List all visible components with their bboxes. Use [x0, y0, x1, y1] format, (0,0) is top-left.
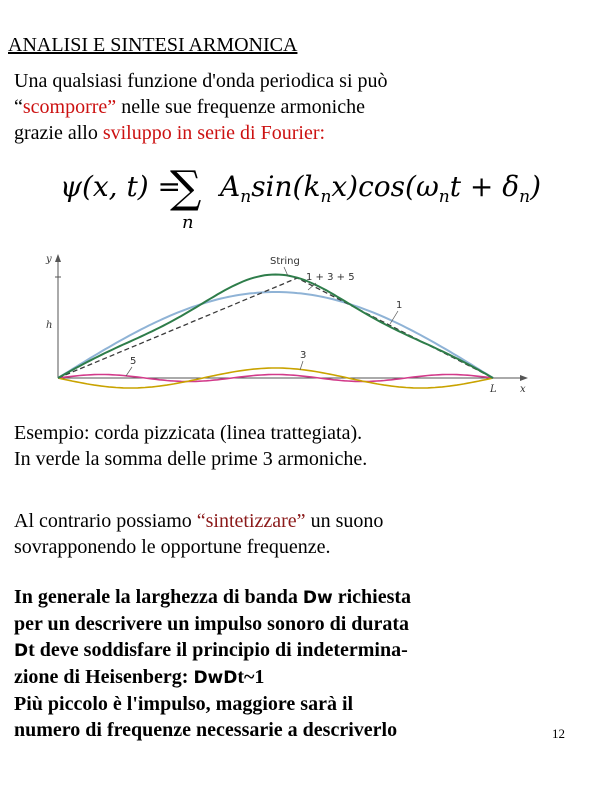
page-number: 12 [552, 726, 565, 741]
synthesis-line-1-end: un suono [305, 510, 384, 532]
general-line-3 [14, 637, 411, 664]
synthesis-paragraph [14, 508, 383, 560]
subscript-n-1: n [240, 187, 252, 207]
h5-label: 5 [130, 356, 137, 367]
general-line-1-start: In generale la larghezza di banda [14, 586, 303, 608]
general-line-5: Più piccolo è l'impulso, maggiore sarà il [14, 693, 354, 715]
formula-term [217, 170, 541, 207]
highlight-scomporre: scomporre” [22, 96, 117, 118]
harmonic-1-curve [58, 292, 493, 378]
general-line-4 [14, 664, 411, 691]
general-line-1-end: richiesta [332, 586, 412, 608]
example-paragraph [14, 420, 367, 472]
term-cos: x)cos(ω [331, 170, 439, 203]
symbol-delta: D [14, 641, 29, 661]
highlight-fourier: sviluppo in serie di Fourier: [102, 122, 326, 144]
example-line-2: In verde la somma delle prime 3 armoniche. [14, 448, 368, 470]
symbol-delta-omega: Dw [302, 588, 333, 608]
fourier-formula [60, 160, 560, 235]
string-label: String [270, 256, 300, 267]
x-axis-label: x [520, 384, 526, 395]
general-line-6: numero di frequenze necessarie a descriverlo [14, 719, 398, 741]
term-phase: t + δ [449, 170, 520, 203]
h-label: h [46, 320, 53, 331]
subscript-n-3: n [438, 187, 450, 207]
y-axis-arrow [55, 254, 61, 262]
sum-curve [58, 275, 493, 379]
harmonics-figure [38, 250, 538, 398]
h3-label: 3 [300, 350, 307, 361]
symbol-delta-omega-delta: DwD [193, 668, 238, 688]
synthesis-line-1-start: Al contrario possiamo [14, 510, 197, 532]
intro-line-2 [14, 94, 388, 120]
sum-symbol: ∑ [170, 162, 202, 213]
sum-index: n [182, 212, 194, 233]
sum-label: 1 + 3 + 5 [306, 272, 355, 283]
general-paragraph [14, 584, 411, 743]
intro-line-3-start: grazie allo [14, 122, 103, 144]
subscript-n-2: n [320, 187, 332, 207]
intro-paragraph [14, 68, 388, 146]
synthesis-line-1 [14, 508, 383, 534]
h1-label: 1 [396, 300, 403, 311]
term-sin: sin(k [251, 170, 321, 203]
x-axis-arrow [520, 375, 528, 381]
synthesis-line-2: sovrapponendo le opportune frequenze. [14, 536, 331, 558]
y-axis-label: y [46, 254, 52, 265]
intro-line-1: Una qualsiasi funzione d'onda periodica si può [14, 70, 388, 92]
subscript-n-4: n [519, 187, 531, 207]
page-title: ANALISI E SINTESI ARMONICA [8, 34, 298, 56]
L-label: L [490, 384, 497, 395]
h3-leader [300, 361, 303, 370]
highlight-sintetizzare: “sintetizzare” [196, 510, 306, 532]
term-amplitude: A [220, 170, 241, 203]
h5-leader [126, 367, 132, 376]
quote-open: “ [14, 96, 23, 118]
general-line-3-rest: t deve soddisfare il principio di indetermina- [28, 639, 408, 661]
example-line-1: Esempio: corda pizzicata (linea trattegiata). [14, 422, 363, 444]
intro-line-3 [14, 120, 388, 146]
intro-line-2-rest: nelle sue frequenze armoniche [116, 96, 365, 118]
general-line-4-end: t~1 [237, 666, 265, 688]
general-line-1 [14, 584, 411, 611]
formula-lhs: ψ(x, t) = [60, 170, 182, 203]
general-line-4-start: zione di Heisenberg: [14, 666, 194, 688]
term-close: ) [530, 170, 541, 203]
general-line-2: per un descrivere un impulso sonoro di durata [14, 613, 410, 635]
